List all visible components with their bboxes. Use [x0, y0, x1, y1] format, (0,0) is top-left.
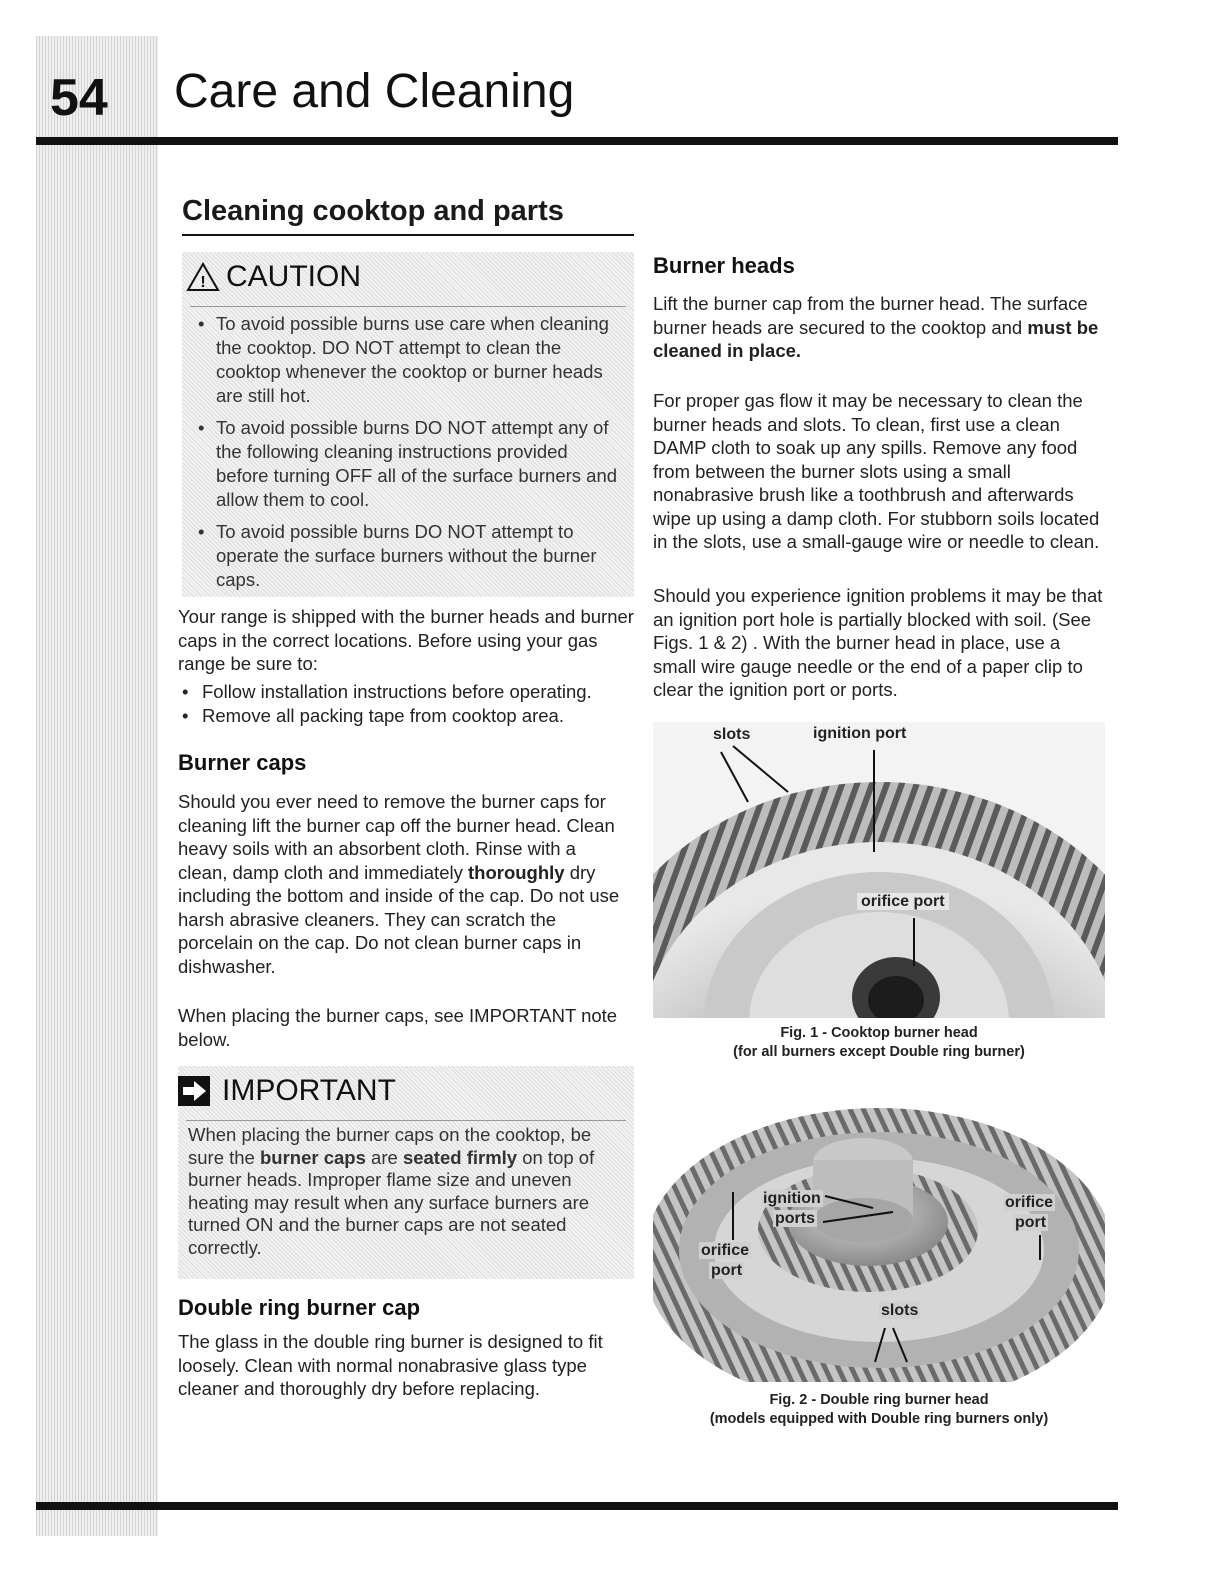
label-slots: slots: [713, 726, 751, 743]
intro-bullet: • Follow installation instructions before operating.: [178, 680, 638, 704]
caution-box: [182, 252, 634, 597]
label-ignition-port: ignition port: [813, 725, 907, 742]
burner-heads-paragraph-2: For proper gas flow it may be necessary to clean the burner heads and slots. To clean, first use a clean DAMP cloth to soak up any spills. Remove any food from between the burner slots using a small nonabrasive brush like a toothbrush and afterwards wipe up using a damp cloth. For stubborn soils located in the slots, use a small-gauge wire or needle to clean.: [653, 390, 1100, 552]
intro-paragraph: Your range is shipped with the burner heads and burner caps in the correct locations. Before using your gas range be sure to:: [178, 606, 634, 674]
caption-line: (models equipped with Double ring burners only): [709, 1411, 1049, 1427]
caution-item: • To avoid possible burns DO NOT attempt any of the following cleaning instructions provided before turning OFF all of the surface burners and allow them to cool.: [194, 416, 624, 512]
burner-caps-paragraph: [178, 790, 628, 978]
warning-triangle-icon: [186, 262, 220, 292]
important-text: [188, 1124, 624, 1259]
arrow-right-box-icon: [178, 1076, 210, 1106]
label-orifice-port: orifice port: [857, 893, 949, 910]
label-port-left: port: [711, 1262, 743, 1279]
important-label: IMPORTANT: [222, 1074, 396, 1107]
burner-heads-heading: Burner heads: [653, 253, 795, 278]
label-ignition: ignition: [763, 1190, 821, 1207]
text-run: dry including the bottom and inside of the cap. Do not use harsh abrasive cleaners. They can scratch the porcelain on the cap. Do not clean burner caps in dishwasher.: [178, 861, 620, 977]
figure-2-double-ring-burner: [653, 1090, 1105, 1382]
bold-run: seated firmly: [402, 1146, 518, 1168]
bottom-rule: [36, 1502, 1118, 1510]
section-title: Cleaning cooktop and parts: [182, 195, 634, 236]
label-slots: slots: [881, 1302, 919, 1319]
caution-item: • To avoid possible burns use care when cleaning the cooktop. DO NOT attempt to clean the cooktop whenever the cooktop or burner heads are still hot.: [194, 312, 624, 408]
burner-caps-note: When placing the burner caps, see IMPORTANT note below.: [178, 1005, 618, 1050]
text-run: When placing the burner caps on the cooktop, be sure the: [188, 1124, 592, 1168]
double-ring-paragraph: The glass in the double ring burner is designed to fit loosely. Clean with normal nonabrasive glass type cleaner and thoroughly dry before replacing.: [178, 1331, 603, 1399]
label-port-right: port: [1015, 1214, 1047, 1231]
text-run: Should you ever need to remove the burner caps for cleaning lift the burner cap off the burner head. Clean heavy soils with an absorbent cloth. Rinse with a clean, damp cloth and immediately: [178, 791, 615, 883]
page-title: Care and Cleaning: [174, 65, 575, 118]
bold-run: must be cleaned in place.: [653, 316, 1099, 361]
text-run: are: [365, 1146, 403, 1168]
caution-list: [194, 312, 624, 600]
caption-line: Fig. 2 - Double ring burner head: [769, 1392, 989, 1408]
caution-divider: [190, 306, 626, 307]
top-rule: [36, 137, 1118, 145]
double-ring-illustration: [653, 1090, 1105, 1382]
bold-run: thoroughly: [467, 861, 565, 883]
text-run: Lift the burner cap from the burner head. The surface burner heads are secured to the cooktop and: [653, 293, 1088, 338]
label-orifice-right: orifice: [1005, 1194, 1054, 1211]
burner-caps-heading: Burner caps: [178, 750, 307, 775]
caption-line: (for all burners except Double ring burner): [733, 1044, 1025, 1060]
label-orifice-left: orifice: [701, 1242, 750, 1259]
figure-1-caption: [653, 1024, 1105, 1062]
burner-heads-paragraph-1: [653, 292, 1108, 363]
double-ring-heading: Double ring burner cap: [178, 1295, 421, 1320]
label-ports: ports: [775, 1210, 815, 1227]
important-heading: [178, 1074, 396, 1108]
important-divider: [186, 1120, 626, 1121]
caution-item: • To avoid possible burns DO NOT attempt to operate the surface burners without the burner caps.: [194, 520, 624, 592]
caution-heading: [186, 260, 361, 294]
left-margin-strip: [36, 36, 158, 1536]
figure-2-caption: [653, 1391, 1105, 1429]
page-number: 54: [50, 69, 108, 127]
burner-head-illustration: [653, 722, 1105, 1018]
intro-bullet: • Remove all packing tape from cooktop area.: [178, 704, 638, 728]
important-box: [178, 1066, 634, 1279]
intro-bullets: [178, 680, 638, 727]
text-run: on top of burner heads. Improper flame size and uneven heating may result when any surface burners are turned ON and the burner caps are not seated correctly.: [188, 1146, 595, 1258]
svg-text:!: !: [200, 274, 206, 291]
bold-run: burner caps: [260, 1146, 366, 1168]
figure-1-burner-head: [653, 722, 1105, 1018]
burner-heads-paragraph-3: Should you experience ignition problems it may be that an ignition port hole is partially blocked with soil. (See Figs. 1 & 2) . With the burner head in place, use a small wire gauge needle or the end of a paper clip to clear the ignition port or ports.: [653, 585, 1103, 700]
caution-label: CAUTION: [226, 260, 361, 293]
caption-line: Fig. 1 - Cooktop burner head: [780, 1025, 978, 1041]
